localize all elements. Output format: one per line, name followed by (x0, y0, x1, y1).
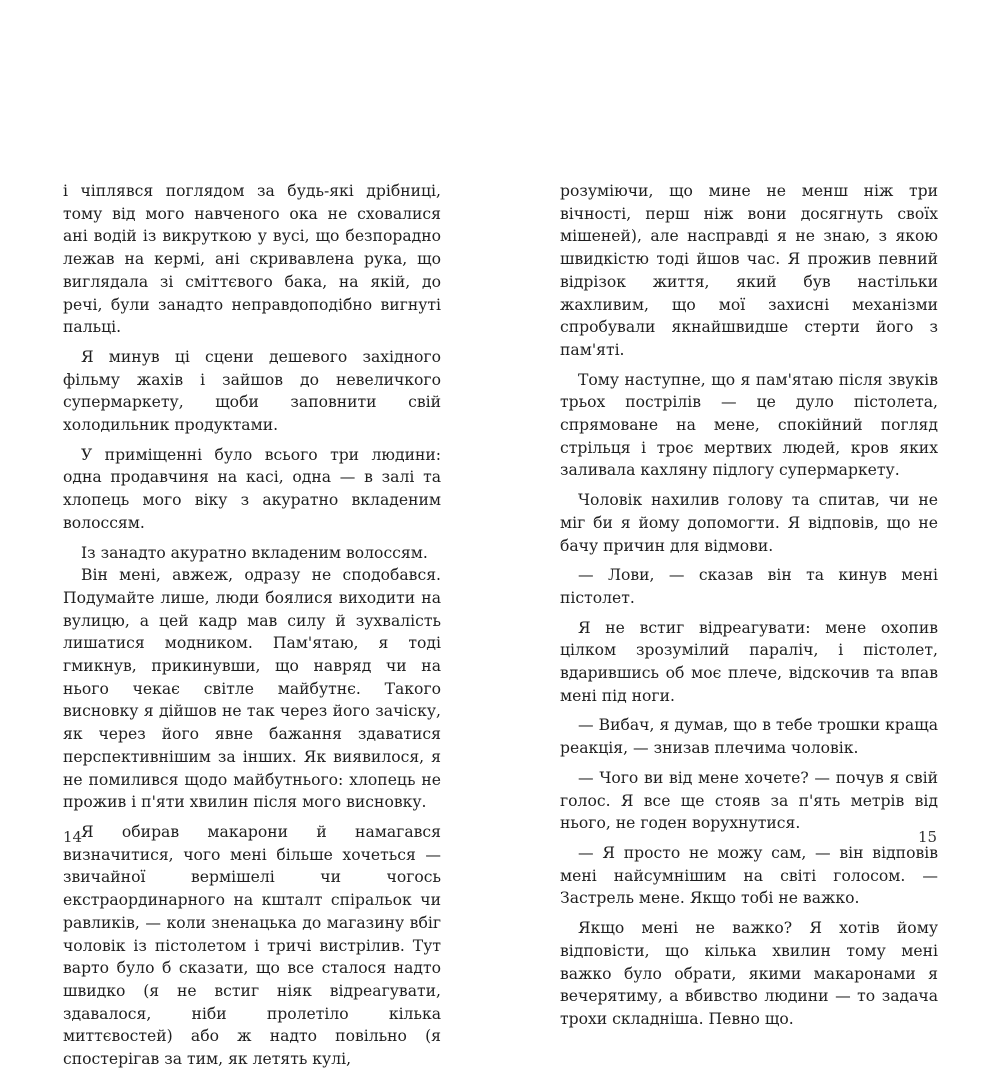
paragraph: Я не встиг відреагувати: мене охопив цілком зрозумілий параліч, і пістолет, вдарившись об моє плече, відскочив та впав мені під ноги. (560, 618, 938, 705)
page-number-left: 14 (63, 828, 83, 846)
paragraph: У приміщенні було всього три людини: одна продавчиня на касі, одна — в залі та хлопець мого віку з акуратно вкладеним волоссям. (63, 445, 441, 532)
paragraph: Чоловік нахилив голову та спитав, чи не міг би я йому допомогти. Я відповів, що не бачу причин для відмови. (560, 491, 938, 555)
left-page (63, 180, 441, 1071)
paragraph: Він мені, авжеж, одразу не сподобався. Подумайте лише, люди боялися виходити на вулицю, а цей кадр мав силу й зухвалість лишатися модником. Пам'ятаю, я тоді гмикнув, прикинувши, що навряд чи на нього чекає світле майбутнє. Такого висновку я дійшов не так через його зачіску, як через його явне бажання здаватися перспективнішим за інших. Як виявилося, я не помилився щодо майбутнього: хлопець не прожив і п'яти хвилин після мого висновку. (63, 566, 441, 812)
paragraph: Із занадто акуратно вкладеним волоссям. (81, 543, 428, 562)
paragraph: — Вибач, я думав, що в тебе трошки краща реакція, — знизав плечима чоловік. (560, 716, 938, 758)
paragraph: Я обирав макарони й намагався визначитися, чого мені більше хочеться — звичайної вермішелі чи чогось екстраординарного на кшталт спіральок чи равликів, — коли зненацька до магазину вбіг чоловік із пістолетом і тричі вистрілив. Тут варто було б сказати, що все сталося надто швидко (я не встиг ніяк відреагувати, здавалося, ніби пролетіло кілька миттєвостей) або ж надто повільно (я спостерігав за тим, як летять кулі, (63, 822, 441, 1069)
paragraph: Якщо мені не важко? Я хотів йому відповісти, що кілька хвилин тому мені важко було обрати, якими макаронами я вечерятиму, а вбивство людини — то задача трохи складніша. Певно що. (560, 919, 938, 1028)
page-number-right: 15 (918, 828, 938, 846)
paragraph: розуміючи, що мине не менш ніж три вічності, перш ніж вони досягнуть своїх мішеней), але насправді я не знаю, з якою швидкістю тоді йшов час. Я прожив певний відрізок життя, який був настільки жахливим, що мої захисні механізми спробували якнайшвидше стерти його з пам'яті. (560, 182, 938, 359)
paragraph: Тому наступне, що я пам'ятаю після звуків трьох пострілів — це дуло пістолета, спрямоване на мене, спокійний погляд стрільця і троє мертвих людей, кров яких заливала кахляну підлогу супермаркету. (560, 370, 938, 480)
paragraph: — Лови, — сказав він та кинув мені пістолет. (560, 566, 938, 607)
right-page (560, 180, 938, 1031)
paragraph: Я минув ці сцени дешевого західного фільму жахів і зайшов до невеличкого супермаркету, щоби заповнити свій холодильник продуктами. (63, 347, 441, 435)
paragraph: і чіплявся поглядом за будь-які дрібниці, тому від мого навченого ока не сховалися ані водій із викруткою у вусі, що безпорадно лежав на кермі, ані скривавлена рука, що виглядала зі сміттєвого бака, на якій, до речі, були занадто неправдоподібно вигнуті пальці. (63, 182, 441, 337)
paragraph: — Чого ви від мене хочете? — почув я свій голос. Я все ще стояв за п'ять метрів від нього, не годен ворухнутися. (560, 768, 938, 833)
paragraph: — Я просто не можу сам, — він відповів мені найсумнішим на світі голосом. — Застрель мене. Якщо тобі не важко. (560, 843, 938, 908)
